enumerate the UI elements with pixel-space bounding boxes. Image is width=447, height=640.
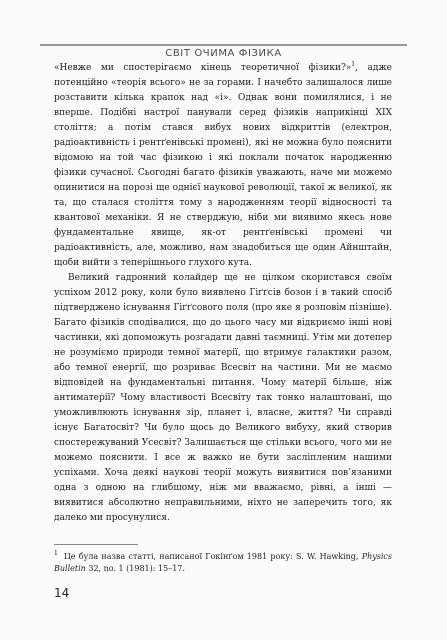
footnote-journal: Physics Bulletin — [54, 552, 392, 573]
main-text — [54, 61, 392, 526]
footnote-text-before: Це була назва статті, написаної Гокінґом 1981 року: S. W. Hawking, — [63, 552, 362, 561]
footnote-text-after: 32, no. 1 (1981): 15–17. — [85, 564, 185, 573]
footnote — [54, 551, 392, 575]
running-header-title: СВІТ ОЧИМА ФІЗИКА — [155, 49, 292, 59]
running-header — [0, 41, 447, 60]
footnote-marker[interactable]: 1 — [351, 61, 356, 68]
footnote-rule — [54, 544, 138, 545]
paragraph-2: Великий гадронний колайдер ще не цілком скористався своїм успіхом 2012 року, коли було виявлено Гіґґсів бозон і в такий спосіб підтверджено існування Гіґґсового поля (про яке я розповім пізніше). Багато фізиків сподівалися, що до цього часу ми відкриємо інші нові частинки, які допоможуть розгадати давні таємниці. Утім ми дотепер не розуміємо природи темної матерії, що втримує галактики разом, або темної енергії, що розриває Всесвіт на частини. Ми не маємо відповідей на фундаментальні питання. Чому матерії більше, ніж антиматерії? Чому властивості Всесвіту так тонко налаштовані, що уможливлюють існування зір, планет і, власне, життя? Чи справді існує Багатосвіт? Чи було щось до Великого вибуху, який створив спостережуваний Усесвіт? Залишається ще стільки всього, чого ми не можемо пояснити. І все ж важко не бути засліпленим нашими успіхами. Хоча деякі наукові теорії можуть виявитися пов’язаними одна з одною на глибшому, ніж ми вважаємо, рівні, а інші — виявитися абсолютно неправильними, ніхто не заперечить того, як далеко ми просунулися. — [54, 273, 392, 523]
page-number: 14 — [54, 586, 70, 600]
paragraph-1 — [54, 61, 392, 271]
footnote-number: 1 — [54, 550, 58, 558]
paragraph-1-rest: , адже потенційно «теорія всього» не за горами. І начебто залишалося лише розставити кілька крапок над «і». Однак вони помилялися, і не вперше. Подібні настрої панували серед фізиків наприкінці XIX століття; а потім стався вибух нових відкриттів (електрон, радіоактивність і рентґенівські промені), які не можна було пояснити відомою на той час фізикою і які поклали початок народженню фізики сучасної. Сьогодні багато фізиків уважають, наче ми можемо опинитися на порозі ще однієї наукової революції, такої ж великої, як та, що сталася століття тому з народженням теорії відносності та квантової механіки. Я не стверджую, ніби ми виявимо якесь нове фундаментальне явище, як-от рентґенівські промені чи радіоактивність, але, можливо, нам знадобиться ще один Айнштайн, щоби вийти з теперішнього глухого кута. — [54, 63, 393, 268]
paragraph-1-quote: «Невже ми спостерігаємо кінець теоретичної фізики?» — [54, 63, 352, 73]
